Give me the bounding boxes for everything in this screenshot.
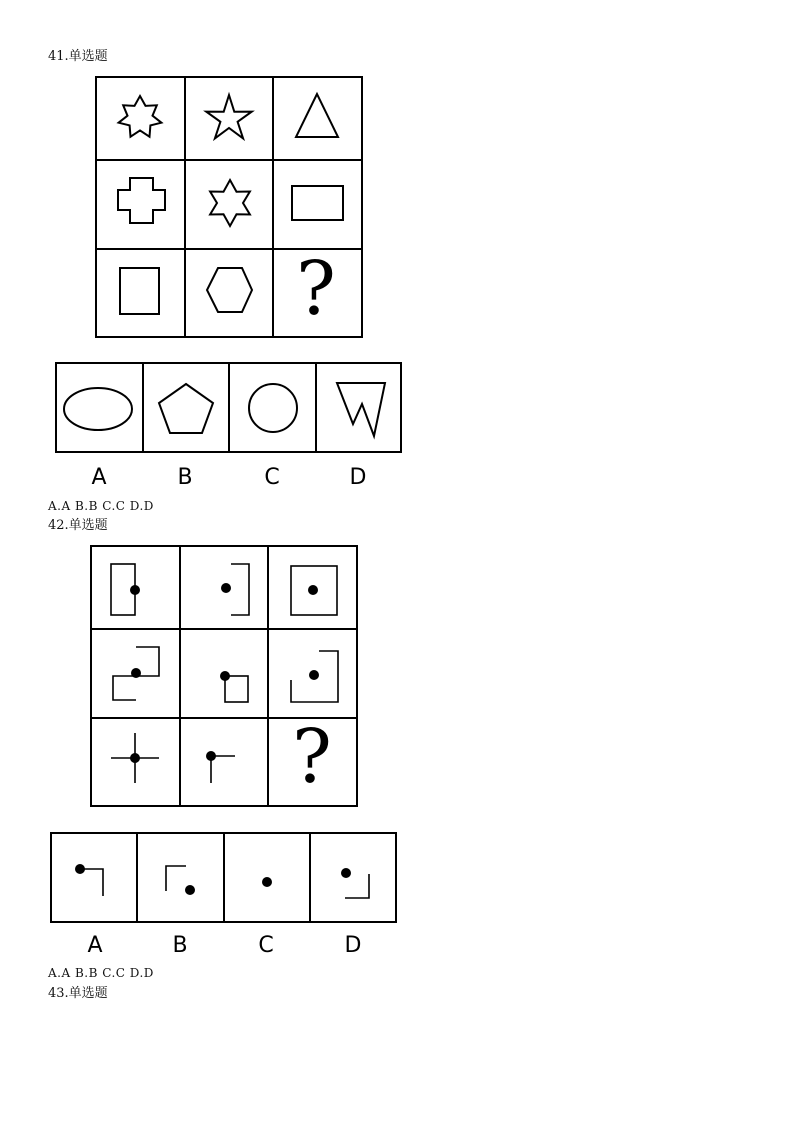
cell-rectangle-dot [111,564,140,615]
question-41-answer-options: A.A B.B C.C D.D [48,499,154,513]
six-point-star-icon [210,180,250,226]
cell-step-dot [113,647,159,700]
question-42-option-labels [87,933,361,958]
cell-plus-dot [111,733,159,783]
pentagon-icon [159,384,213,433]
option-label-c: C [258,933,274,958]
dot-icon [130,753,140,763]
triangle-icon [296,94,338,137]
cell-corner-dot [291,651,338,702]
option-label-a: A [87,933,103,958]
rectangle-icon [292,186,343,220]
dot-icon [262,877,272,887]
option-label-d: D [349,465,367,490]
option-label-b: B [177,465,193,490]
dot-icon [185,885,195,895]
question-41-shapes [118,94,343,332]
dot-icon [131,668,141,678]
five-point-star-icon [206,95,252,138]
question-42-title: 42.单选题 [48,518,108,533]
question-mark: ? [296,246,336,332]
bracket-icon [231,564,249,615]
square-icon [120,268,159,314]
option-b-figure [166,866,195,895]
question-42-cells [111,564,338,800]
dot-icon [75,864,85,874]
option-label-b: B [172,933,188,958]
question-41-options [56,363,401,452]
question-43-title: 43.单选题 [48,986,108,1001]
hexagon-icon [207,268,252,312]
question-mark: ? [292,714,332,800]
dot-icon [308,585,318,595]
option-label-d: D [344,933,362,958]
question-41-title: 41.单选题 [48,49,108,64]
option-a-figure [75,864,103,896]
question-41-option-labels [91,465,366,490]
corner-line-icon [80,869,103,896]
cell-bracket-dot [221,564,249,615]
w-shape-icon [337,383,385,436]
option-label-a: A [91,465,107,490]
corner-line-icon [166,866,186,891]
circle-icon [249,384,297,432]
dot-icon [221,583,231,593]
dot-icon [130,585,140,595]
cell-small-square-dot [220,671,248,702]
angle-line-icon [211,756,235,783]
option-c-figure [262,877,272,887]
dot-icon [341,868,351,878]
ellipse-icon [64,388,132,430]
question-42-options [51,833,396,922]
option-label-c: C [264,465,280,490]
dot-icon [220,671,230,681]
question-42-answer-options: A.A B.B C.C D.D [48,966,154,980]
cell-square-dot [291,566,337,615]
cell-angle-dot [206,751,235,783]
corner-line-icon [345,874,369,898]
seven-point-star-icon [119,96,162,137]
square-icon [225,676,248,702]
option-d-figure [341,868,369,898]
cross-icon [118,178,165,223]
dot-icon [206,751,216,761]
dot-icon [309,670,319,680]
